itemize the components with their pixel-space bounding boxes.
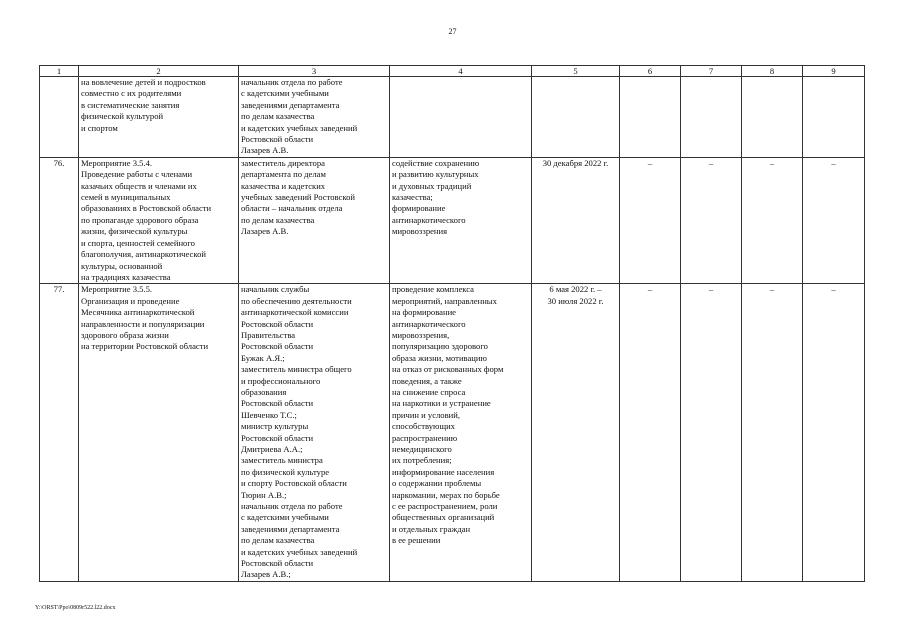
row-number: 76. [40,157,79,283]
responsible-cell: начальник службы по обеспечению деятельности антинаркотической комиссии Ростовской области Правительства Ростовской области Бужак А.Я.; заместитель министра общего и профессионального образования Ростовской области Шевченко Т.С.; министр культуры Ростовской области Дмитриева А.А.; заместитель министра по физической культуре и спорту Ростовской области Тюрин А.В.; начальник отдела по работе с кадетскими учебными заведениями департамента по делам казачества и кадетских учебных заведений Ростовской области Лазарев А.В.; [239,284,390,582]
column-header: 1 [40,66,79,77]
table-row [40,284,865,582]
value-cell: – [620,157,681,283]
row-number [40,77,79,158]
value-cell: – [803,157,865,283]
result-cell: содействие сохранению и развитию культурных и духовных традиций казачества; формирование антинаркотического мировоззрения [390,157,532,283]
value-cell: – [742,157,803,283]
value-cell [620,77,681,158]
program-table [39,65,865,582]
table-row [40,157,865,283]
date-cell: 30 декабря 2022 г. [532,157,620,283]
responsible-cell: начальник отдела по работе с кадетскими учебными заведениями департамента по делам казачества и кадетских учебных заведений Ростовской области Лазарев А.В. [239,77,390,158]
column-header: 4 [390,66,532,77]
file-path-footer: Y:\ORST\Ppo\0809r522.l22.docx [35,605,116,611]
date-cell [532,77,620,158]
measure-cell: на вовлечение детей и подростков совместно с их родителями в систематические занятия физической культурой и спортом [79,77,239,158]
measure-cell: Мероприятие 3.5.5. Организация и проведение Месячника антинаркотической направленности и популяризации здорового образа жизни на территории Ростовской области [79,284,239,582]
page-number: 27 [448,27,457,36]
column-header: 8 [742,66,803,77]
column-header: 5 [532,66,620,77]
value-cell: – [803,284,865,582]
value-cell [803,77,865,158]
column-header: 3 [239,66,390,77]
result-cell [390,77,532,158]
value-cell [681,77,742,158]
measure-cell: Мероприятие 3.5.4. Проведение работы с членами казачьих обществ и членами их семей в муниципальных образованиях в Ростовской области по пропаганде здорового образа жизни, физической культуры и спорта, ценностей семейного благополучия, антинаркотической культуры, основанной на традициях казачества [79,157,239,283]
value-cell: – [742,284,803,582]
column-header: 7 [681,66,742,77]
date-cell: 6 мая 2022 г. – 30 июля 2022 г. [532,284,620,582]
value-cell: – [681,157,742,283]
column-header: 6 [620,66,681,77]
value-cell: – [620,284,681,582]
column-header: 9 [803,66,865,77]
table-row [40,77,865,158]
value-cell [742,77,803,158]
result-cell: проведение комплекса мероприятий, направленных на формирование антинаркотического мировоззрения, популяризацию здорового образа жизни, мотивацию на отказ от рискованных форм поведения, а также на снижение спроса на наркотики и устранение причин и условий, способствующих распространению немедицинского их потребления; информирование населения о содержании проблемы наркомании, мерах по борьбе с ее распространением, роли общественных организаций и отдельных граждан в ее решении [390,284,532,582]
column-header: 2 [79,66,239,77]
value-cell: – [681,284,742,582]
responsible-cell: заместитель директора департамента по делам казачества и кадетских учебных заведений Ростовской области – начальник отдела по делам казачества Лазарев А.В. [239,157,390,283]
table-header-row [40,66,865,77]
row-number: 77. [40,284,79,582]
